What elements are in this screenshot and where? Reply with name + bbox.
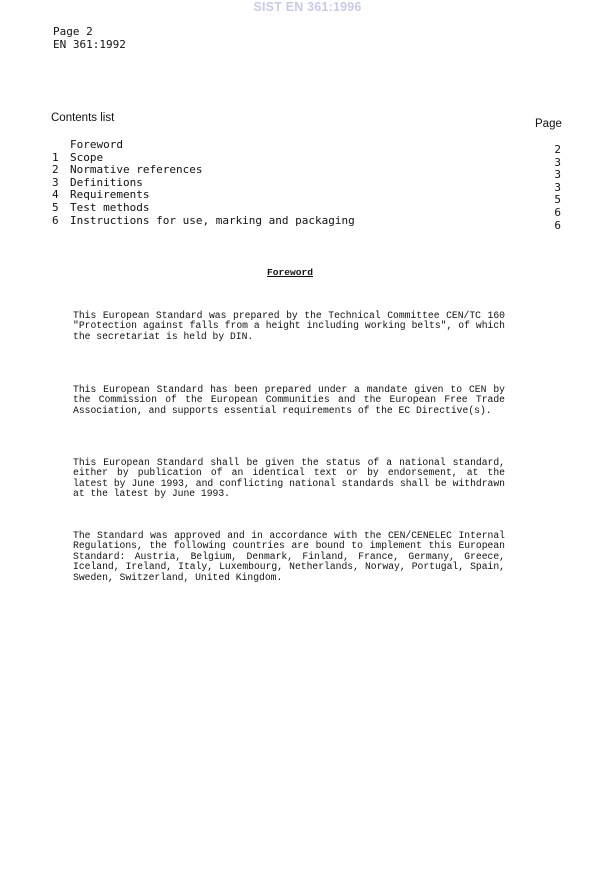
toc-page-number: 6 [554, 218, 561, 232]
toc-item-number: 6 [52, 213, 59, 227]
toc-page-number: 6 [554, 205, 561, 219]
page-header [53, 26, 126, 51]
toc-page-number: 3 [554, 180, 561, 194]
table-of-contents [52, 139, 355, 227]
toc-item-number: 2 [52, 163, 59, 177]
toc-item-number: 5 [52, 200, 59, 214]
toc-item-number [52, 139, 70, 152]
page-column-title: Page [535, 118, 562, 130]
foreword-paragraph: The Standard was approved and in accordance with the CEN/CENELEC Internal Regulations, the following countries are bound to implement this European Standard: Austria, Belgium, Denmark, Finland, France, Germany, Greece, Iceland, Ireland, Italy, Luxembourg, Netherlands, Norway, Portugal, Spain, Sweden, Switzerland, United Kingdom. [73, 530, 505, 583]
standard-id: EN 361:1992 [53, 37, 126, 51]
toc-item-number: 3 [52, 175, 59, 189]
toc-page-number: 2 [554, 143, 561, 156]
toc-item-number: 1 [52, 150, 59, 164]
toc-page-number: 3 [554, 155, 561, 169]
toc-item-label: Foreword [70, 138, 123, 151]
toc-item [52, 139, 355, 152]
toc-item-label: Definitions [70, 175, 143, 189]
toc-item [52, 164, 355, 177]
toc-item [52, 215, 355, 228]
document-watermark: SIST EN 361:1996 [253, 0, 362, 14]
toc-page-number: 3 [554, 168, 561, 182]
toc-item-label: Instructions for use, marking and packaging [70, 213, 355, 227]
toc-item-label: Requirements [70, 188, 150, 202]
foreword-heading: Foreword [266, 267, 314, 278]
toc-page-number: 5 [554, 193, 561, 207]
toc-item [52, 202, 355, 215]
toc-item-number: 4 [52, 188, 59, 202]
toc-item-label: Normative references [70, 163, 203, 177]
foreword-paragraph: This European Standard shall be given the status of a national standard, either by publication of an identical text or by endorsement, at the latest by June 1993, and conflicting national standards shall be withdrawn at the latest by June 1993. [73, 457, 505, 500]
foreword-paragraph: This European Standard has been prepared under a mandate given to CEN by the Commission of the European Communities and the European Free Trade Association, and supports essential requirements of the EC Directive(s). [73, 384, 505, 416]
page-number: Page 2 [53, 25, 93, 38]
foreword-paragraph: This European Standard was prepared by the Technical Committee CEN/TC 160 "Protection against falls from a height including working belts", of which the secretariat is held by DIN. [73, 310, 505, 342]
toc-item-label: Test methods [70, 200, 150, 214]
contents-list-title: Contents list [51, 112, 115, 124]
toc-item-label: Scope [70, 150, 104, 164]
toc-page-numbers [553, 144, 561, 232]
